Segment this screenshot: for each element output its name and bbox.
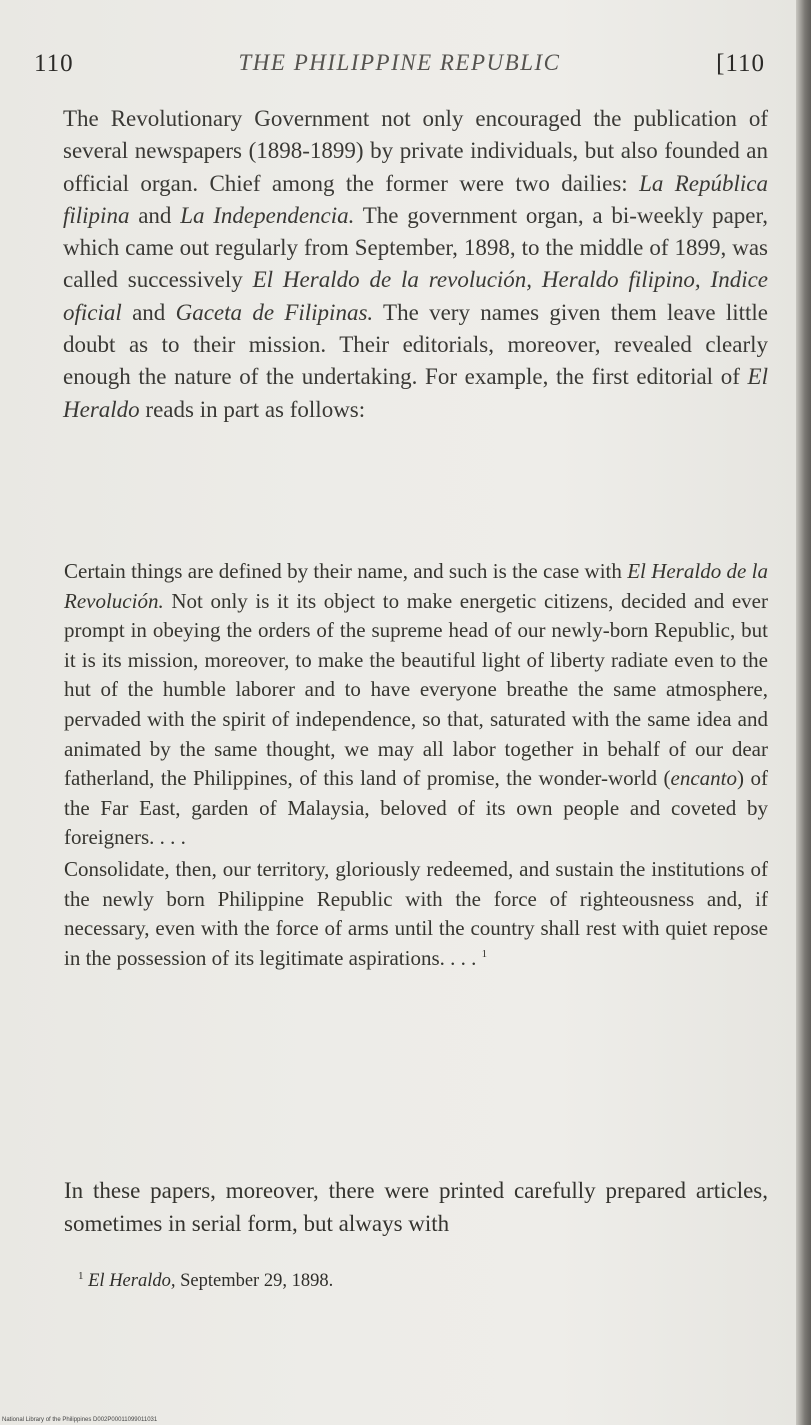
text-run: and xyxy=(129,202,181,228)
page-number-right: [110 xyxy=(716,50,765,77)
footnote xyxy=(78,1269,768,1293)
text-run: The very names given them leave little doubt as to their mission. Their editorials, moreover, revealed clearly enough the nature of the undertaking. For example, the first editorial of xyxy=(63,299,769,390)
newspaper-title: La República filipina xyxy=(63,170,768,228)
footnote-mark: 1 xyxy=(78,1269,84,1282)
closing-paragraph: In these papers, moreover, there were printed carefully prepared articles, sometimes in serial form, but always with xyxy=(64,1178,768,1236)
footnote-reference: 1 xyxy=(481,947,488,960)
text-run: The government organ, a bi-weekly paper, which came out regularly from September, 1898, to the middle of 1899, was called successively xyxy=(63,202,768,293)
italic-term: encanto xyxy=(670,766,737,791)
footnote-source: El Heraldo, xyxy=(88,1271,176,1291)
quote-paragraph-2 xyxy=(64,855,768,973)
running-title: THE PHILIPPINE REPUBLIC xyxy=(238,50,561,75)
quote-paragraph-1 xyxy=(64,557,768,853)
text-run: and xyxy=(121,299,176,325)
text-run: The Revolutionary Government not only encouraged the publication of several newspapers (1898-1899) by private individuals, but also founded an official organ. Chief among the former were two dailies: xyxy=(63,106,768,196)
text-run: Certain things are defined by their name, and such is the case with xyxy=(64,559,628,583)
newspaper-title: El Heraldo xyxy=(63,364,768,422)
block-quote xyxy=(64,557,768,973)
text-run: Consolidate, then, our territory, gloriously redeemed, and sustain the institutions of the newly born Philippine Republic with the force of righteousness and, if necessary, even with the force of arms until the country shall rest with quiet repose in the possession of its legitimate aspirations. . . . xyxy=(64,856,768,970)
page-edge-shadow xyxy=(796,0,811,1425)
page-number-left: 110 xyxy=(34,50,74,77)
scan-credit: National Library of the Philippines D002P00011099011031 xyxy=(2,1417,158,1423)
newspaper-title: La Independencia. xyxy=(180,202,355,228)
newspaper-title: El Heraldo de la Revolución. xyxy=(64,559,769,613)
newspaper-title: El Heraldo de la revolución, Heraldo filipino, Indice oficial xyxy=(63,267,769,325)
text-run: ) of the Far East, garden of Malaysia, beloved of its own people and coveted by foreigners. . . . xyxy=(64,766,768,850)
text-run: Not only is it its object to make energetic citizens, decided and ever prompt in obeying the orders of the supreme head of our newly-born Republic, but it is its mission, moreover, to make the beautiful light of liberty radiate even to the hut of the humble laborer and to have everyone breathe the same atmosphere, pervaded with the spirit of independence, so that, saturated with the same idea and animated by the same thought, we may all labor together in behalf of our dear fatherland, the Philippines, of this land of promise, the wonder-world ( xyxy=(64,588,768,791)
newspaper-title: Gaceta de Filipinas. xyxy=(175,299,374,325)
running-head xyxy=(34,50,765,90)
body-paragraph xyxy=(63,103,768,426)
text-run: reads in part as follows: xyxy=(139,396,366,422)
footnote-date: September 29, 1898. xyxy=(175,1271,334,1291)
